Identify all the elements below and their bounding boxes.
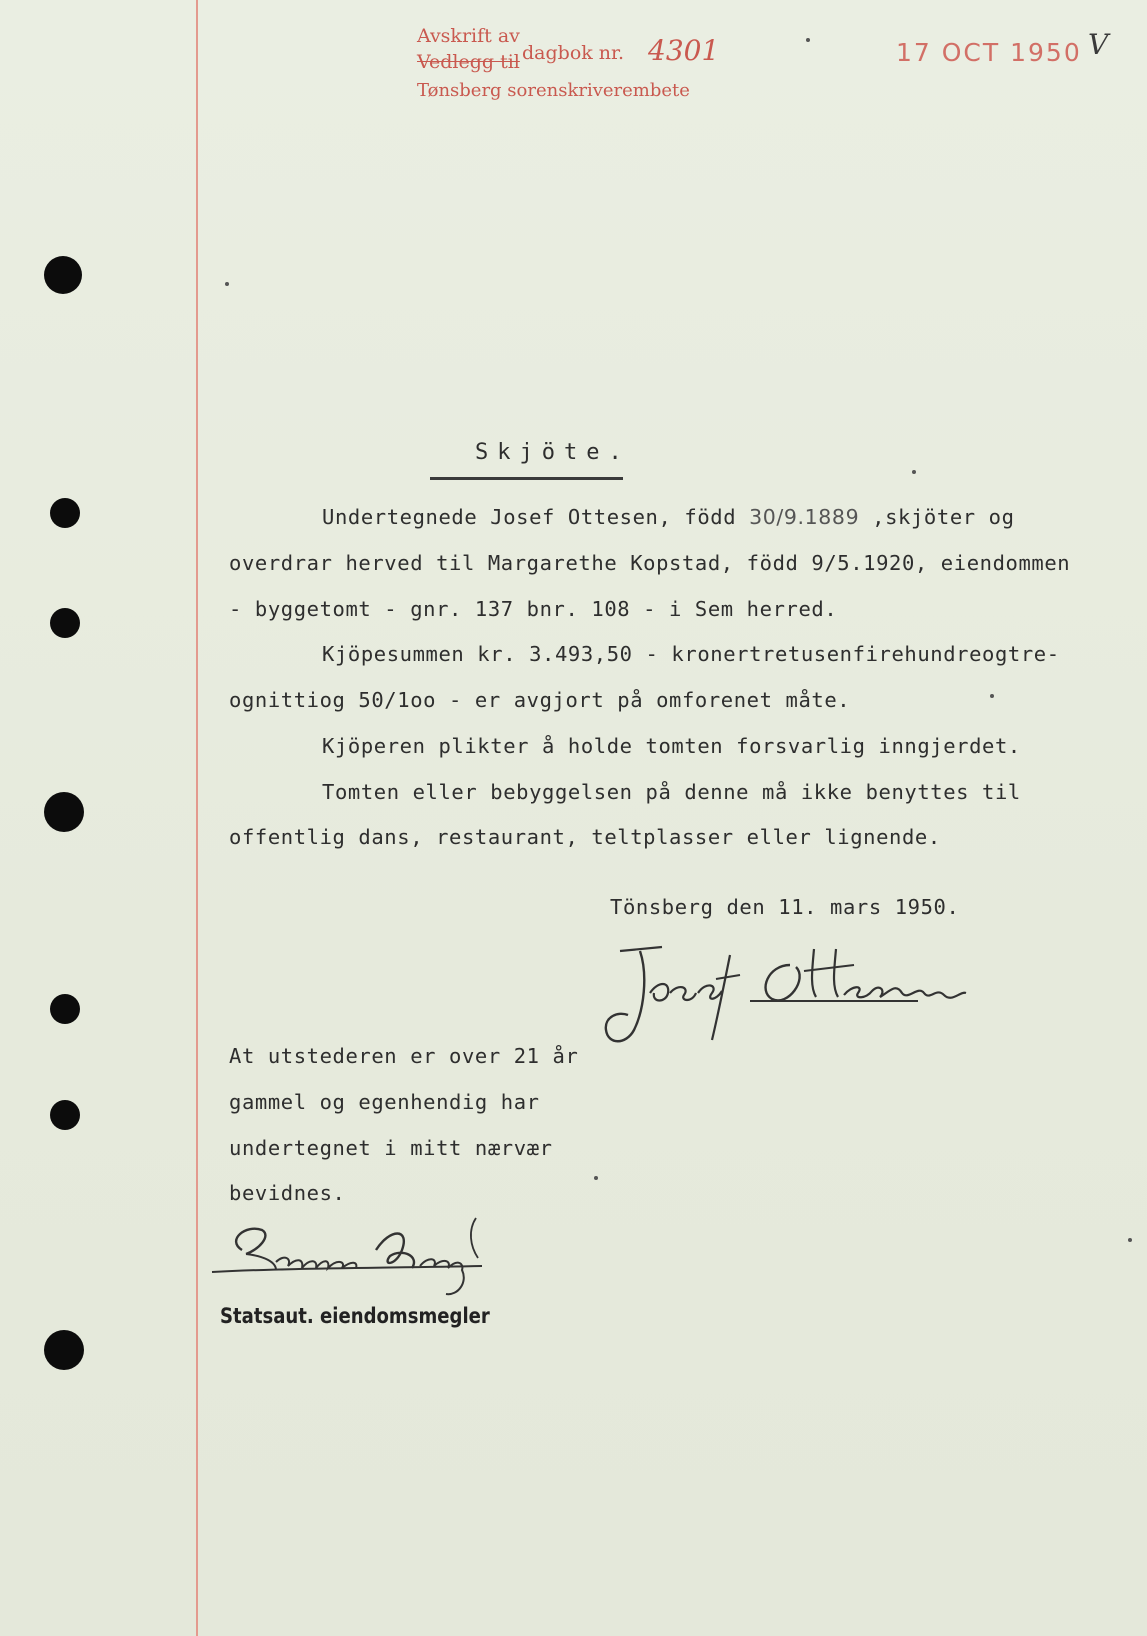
punch-hole	[44, 1330, 84, 1370]
ink-speck	[594, 1176, 598, 1180]
punch-hole	[50, 498, 80, 528]
body-line-5: ognittiog 50/1oo - er avgjort på omforenet måte.	[229, 688, 851, 712]
document-title: Skjöte.	[475, 440, 631, 465]
stamp-office: Tønsberg sorenskriverembete	[417, 80, 690, 101]
stamp-vedlegg-struck: Vedlegg til	[417, 51, 520, 73]
body-line-2: overdrar herved til Margarethe Kopstad, född 9/5.1920, eiendommen	[229, 551, 1071, 575]
ink-speck	[225, 282, 229, 286]
punch-hole	[50, 994, 80, 1024]
ink-speck	[806, 38, 810, 42]
ink-speck	[1128, 1238, 1132, 1242]
stamp-avskrift: Avskrift av	[417, 25, 520, 47]
ink-speck	[990, 694, 994, 698]
punch-hole	[50, 1100, 80, 1130]
body-line-1	[322, 505, 1015, 529]
ink-speck	[912, 470, 916, 474]
stamp-dagbok-number: 4301	[648, 34, 720, 67]
witness-line-2: gammel og egenhendig har	[229, 1090, 540, 1114]
witness-line-4: bevidnes.	[229, 1181, 346, 1205]
stamp-dagbok-label: dagbok nr.	[522, 42, 625, 64]
check-mark: V	[1088, 28, 1109, 61]
stamp-date: 17 OCT 1950	[896, 38, 1082, 67]
body-line-8: offentlig dans, restaurant, teltplasser eller lignende.	[229, 825, 941, 849]
witness-line-1: At utstederen er over 21 år	[229, 1044, 579, 1068]
birth-date-handwritten: 30/9.1889	[749, 505, 860, 529]
title-underline	[430, 477, 623, 480]
signature-josef-ottesen	[600, 935, 980, 1050]
place-date: Tönsberg den 11. mars 1950.	[610, 895, 960, 919]
body-line-6: Kjöperen plikter å holde tomten forsvarlig inngjerdet.	[322, 734, 1021, 758]
body-line-3: - byggetomt - gnr. 137 bnr. 108 - i Sem herred.	[229, 597, 838, 621]
punch-hole	[44, 792, 84, 832]
broker-title-stamp: Statsaut. eiendomsmegler	[220, 1304, 490, 1328]
punch-hole	[44, 256, 82, 294]
signature-witness	[206, 1210, 516, 1305]
body-line-4: Kjöpesummen kr. 3.493,50 - kronertretusenfirehundreogtre-	[322, 642, 1060, 666]
witness-line-3: undertegnet i mitt nærvær	[229, 1136, 553, 1160]
punch-hole	[50, 608, 80, 638]
body-line-7: Tomten eller bebyggelsen på denne må ikke benyttes til	[322, 780, 1021, 804]
margin-rule	[196, 0, 198, 1636]
body-line-1-pre: Undertegnede Josef Ottesen, född	[322, 505, 750, 529]
body-line-1-post: ,skjöter og	[859, 505, 1015, 529]
